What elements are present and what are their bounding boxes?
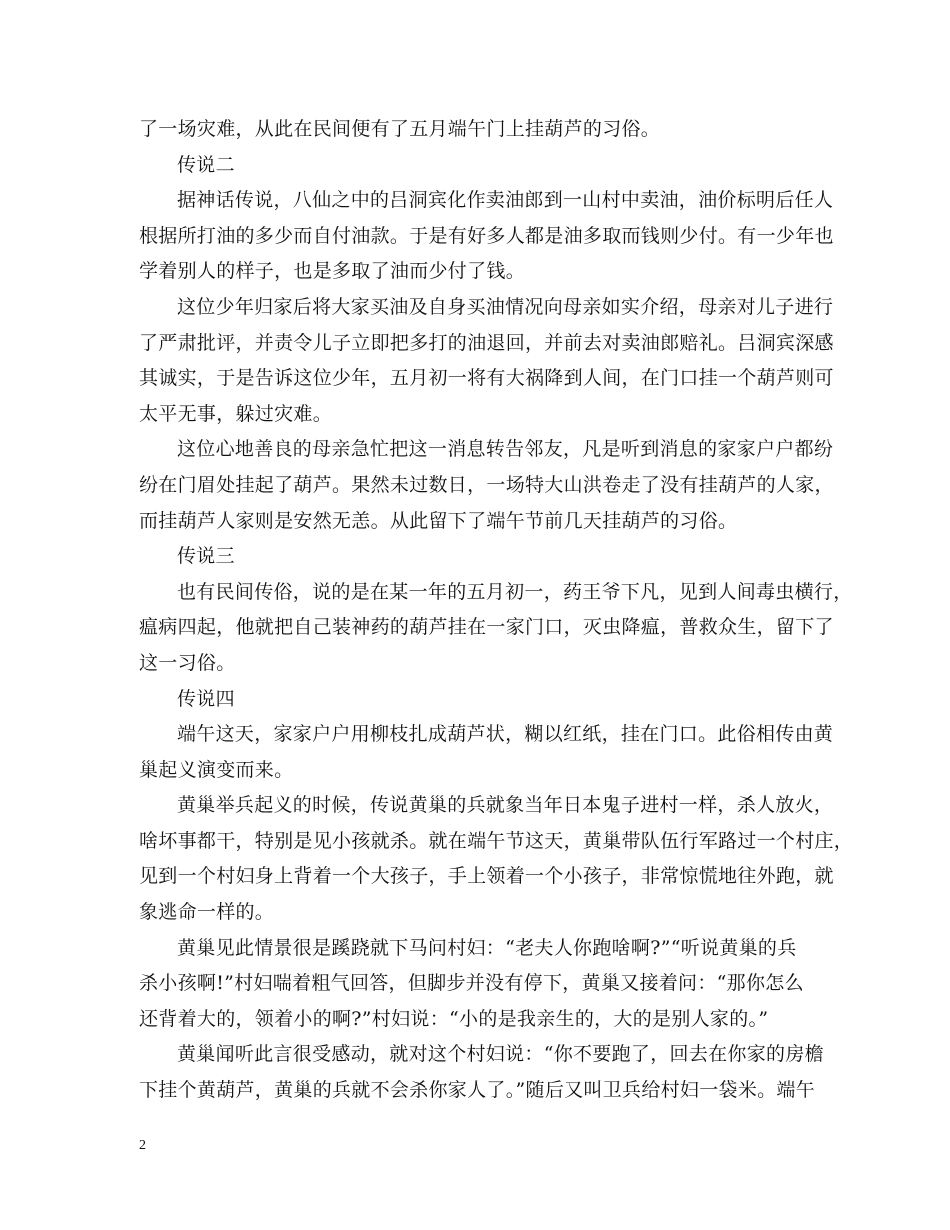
page-number: 2 <box>139 1138 146 1153</box>
text-line: 见到一个村妇身上背着一个大孩子，手上领着一个小孩子，非常惊慌地往外跑，就 <box>139 865 834 888</box>
text-line: 传说二 <box>177 153 235 176</box>
text-line: 其诚实，于是告诉这位少年，五月初一将有大祸降到人间，在门口挂一个葫芦则可 <box>139 367 834 390</box>
text-line: 黄巢闻听此言很受感动，就对这个村妇说：“你不要跑了，回去在你家的房檐 <box>177 1043 824 1066</box>
text-line: 传说三 <box>177 545 235 568</box>
text-line: 黄巢见此情景很是蹊跷就下马问村妇：“老夫人你跑啥啊?”“听说黄巢的兵 <box>177 936 797 959</box>
text-line: 学着别人的样子，也是多取了油而少付了钱。 <box>139 260 526 283</box>
text-line: 了严肃批评，并责令儿子立即把多打的油退回，并前去对卖油郎赔礼。吕洞宾深感 <box>139 331 834 354</box>
text-line: 杀小孩啊!”村妇喘着粗气回答，但脚步并没有停下，黄巢又接着问：“那你怎么 <box>139 972 804 995</box>
text-line: 据神话传说，八仙之中的吕洞宾化作卖油郎到一山村中卖油，油价标明后任人 <box>177 189 834 212</box>
text-line: 巢起义演变而来。 <box>139 758 294 781</box>
text-line: 而挂葫芦人家则是安然无恙。从此留下了端午节前几天挂葫芦的习俗。 <box>139 509 738 532</box>
text-line: 根据所打油的多少而自付油款。于是有好多人都是油多取而钱则少付。有一少年也 <box>139 224 834 247</box>
text-line: 也有民间传俗，说的是在某一年的五月初一，药王爷下凡，见到人间毒虫横行， <box>177 580 853 603</box>
text-line: 传说四 <box>177 687 235 710</box>
text-line: 端午这天，家家户户用柳枝扎成葫芦状，糊以红纸，挂在门口。此俗相传由黄 <box>177 723 834 746</box>
text-line: 这一习俗。 <box>139 651 236 674</box>
text-line: 瘟病四起，他就把自己装神药的葫芦挂在一家门口，灭虫降瘟，普救众生，留下了 <box>139 616 834 639</box>
text-line: 黄巢举兵起义的时候，传说黄巢的兵就象当年日本鬼子进村一样，杀人放火， <box>177 794 834 817</box>
text-line: 还背着大的，领着小的啊?”村妇说：“小的是我亲生的，大的是别人家的。” <box>139 1007 769 1030</box>
text-line: 纷在门眉处挂起了葫芦。果然未过数日，一场特大山洪卷走了没有挂葫芦的人家， <box>139 473 834 496</box>
text-line: 了一场灾难，从此在民间便有了五月端午门上挂葫芦的习俗。 <box>139 118 661 140</box>
text-line: 下挂个黄葫芦，黄巢的兵就不会杀你家人了。”随后又叫卫兵给村妇一袋米。端午 <box>139 1079 816 1102</box>
text-line: 这位少年归家后将大家买油及自身买油情况向母亲如实介绍，母亲对儿子进行 <box>177 295 834 318</box>
text-line: 太平无事，躲过灾难。 <box>139 402 333 425</box>
text-line: 这位心地善良的母亲急忙把这一消息转告邻友，凡是听到消息的家家户户都纷 <box>177 438 834 461</box>
body-text <box>139 112 854 1109</box>
text-line: 啥坏事都干，特别是见小孩就杀。就在端午节这天，黄巢带队伍行军路过一个村庄， <box>139 829 854 852</box>
text-line: 象逃命一样的。 <box>139 901 275 924</box>
